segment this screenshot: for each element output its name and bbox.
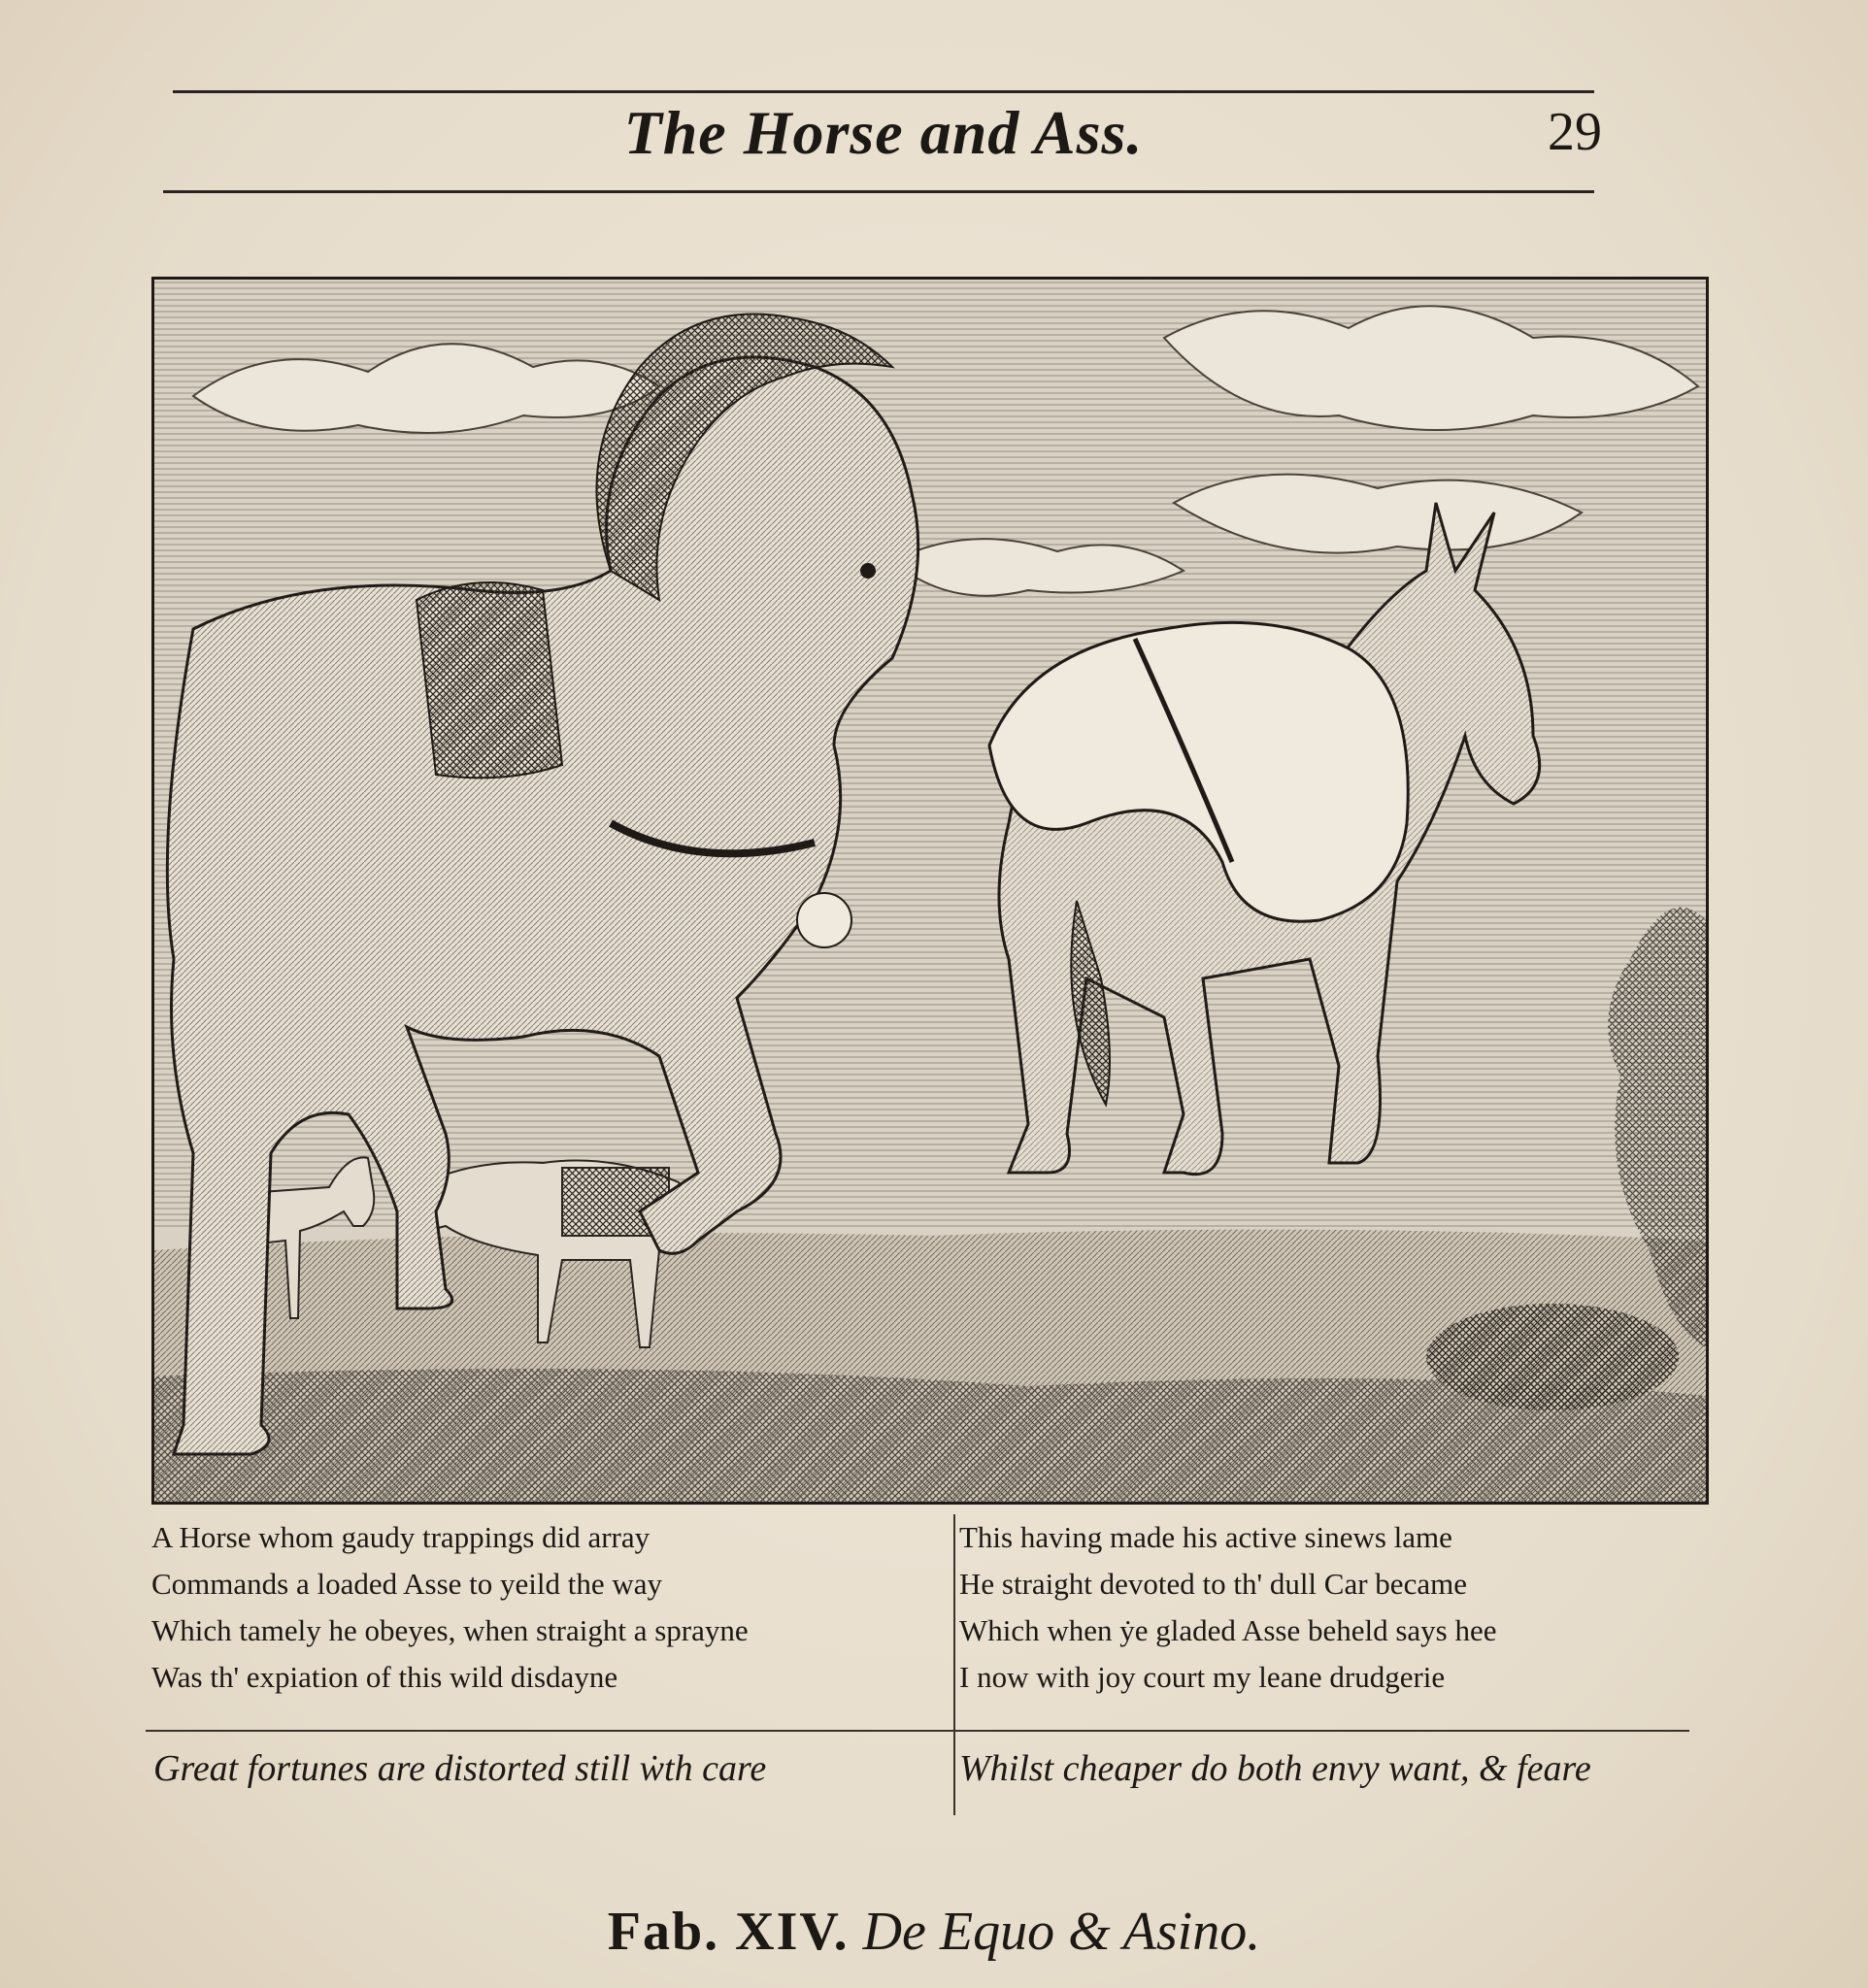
verse-line: He straight devoted to th' dull Car became <box>959 1567 1467 1601</box>
verse-right <box>959 1514 1497 1701</box>
verse-area <box>146 1514 1709 1815</box>
verse-line: Which tamely he obeyes, when straight a sprayne <box>151 1613 749 1647</box>
verse-line: Commands a loaded Asse to yeild the way <box>151 1567 663 1601</box>
column-divider <box>953 1514 955 1815</box>
fable-heading <box>291 1901 1577 1963</box>
engraving-illustration <box>154 280 1706 1502</box>
fable-latin-title: De Equo & Asino. <box>862 1902 1261 1962</box>
page-number: 29 <box>1548 102 1602 162</box>
moral-right: Whilst cheaper do both envy want, & feare <box>959 1748 1591 1789</box>
verse-line: I now with joy court my leane drudgerie <box>959 1660 1446 1694</box>
verse-line: This having made his active sinews lame <box>959 1520 1452 1554</box>
verse-line: Was th' expiation of this wild disdayne <box>151 1660 618 1694</box>
engraving-plate <box>151 277 1709 1505</box>
header-rule-bottom <box>163 190 1594 193</box>
fable-number: Fab. XIV. <box>607 1902 850 1962</box>
verse-line: A Horse whom gaudy trappings did array <box>151 1520 650 1554</box>
verse-left <box>151 1514 749 1701</box>
running-title: The Horse and Ass. <box>623 98 1144 167</box>
verse-line: Which when ẏe gladed Asse beheld says hee <box>959 1613 1497 1647</box>
moral-left: Great fortunes are distorted still ẇth care <box>153 1748 767 1789</box>
header-rule-top <box>173 90 1594 93</box>
moral-divider <box>146 1730 1689 1732</box>
